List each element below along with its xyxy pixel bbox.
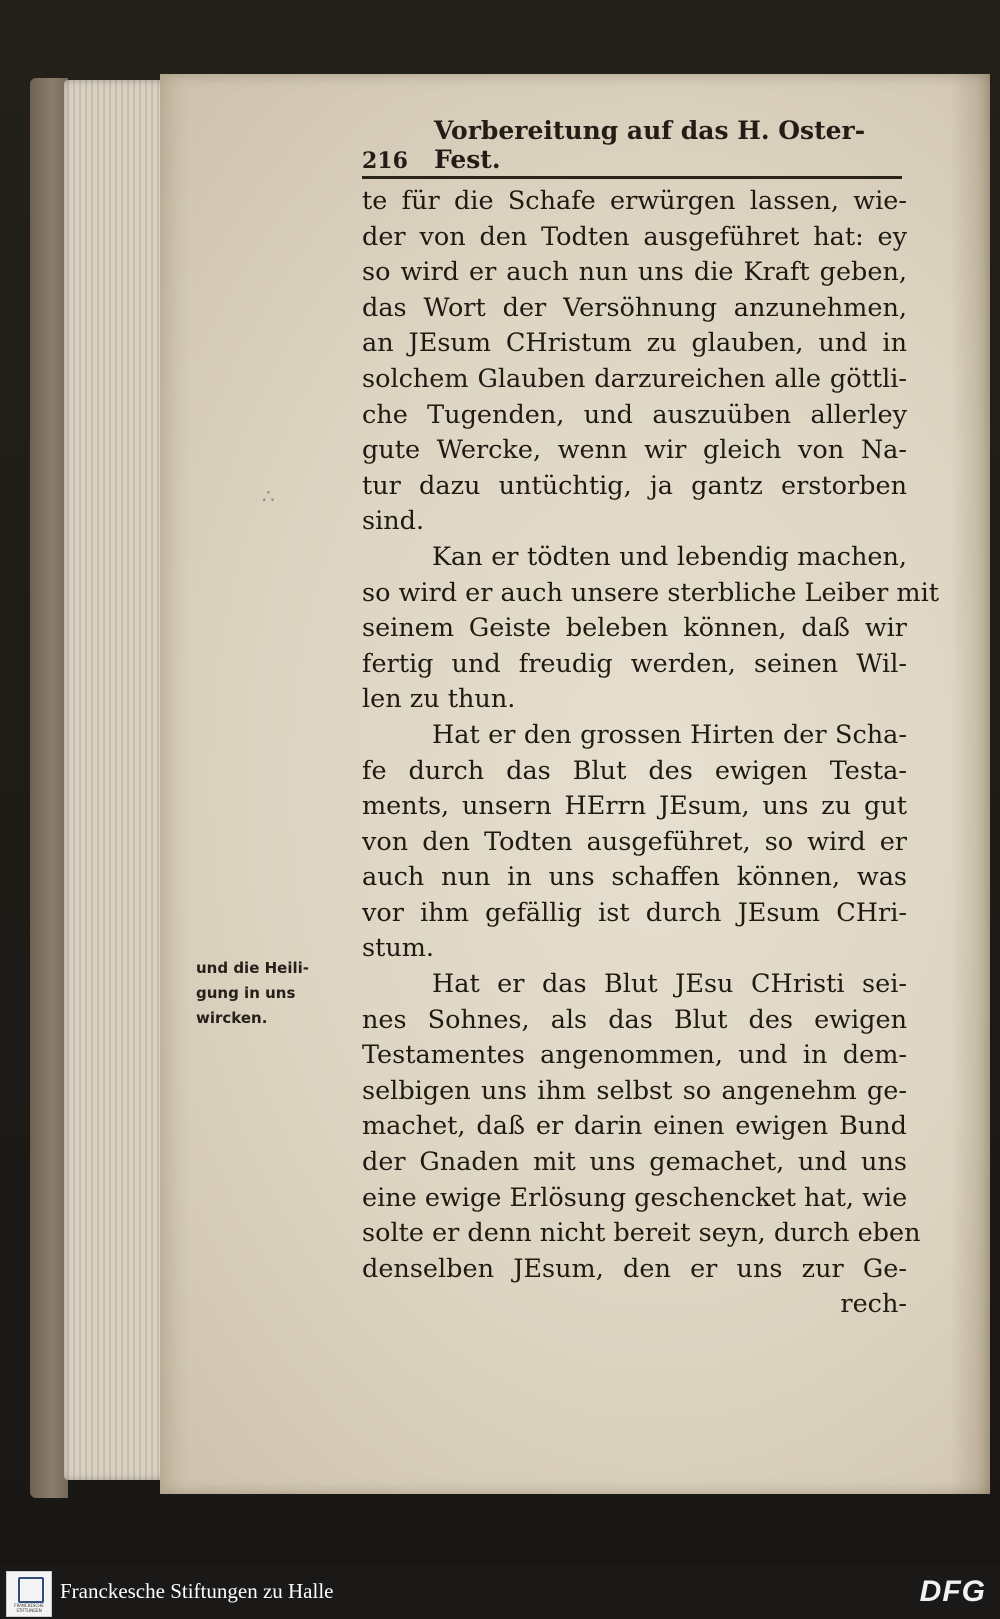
catchword: rech-: [840, 1289, 907, 1320]
body-text: [362, 184, 939, 1323]
text-line: denselben JEsum, den er uns zur Ge-: [362, 1253, 907, 1284]
spine-shadow: [950, 74, 990, 1494]
text-line: auch nun in uns schaffen können, was: [362, 862, 907, 893]
text-line: tur dazu untüchtig, ja gantz erstorben: [362, 470, 907, 501]
text-line: machet, daß er darin einen ewigen Bund: [362, 1111, 907, 1142]
text-line: nes Sohnes, als das Blut des ewigen: [362, 1004, 907, 1035]
marginal-note-line: wircken.: [196, 1009, 268, 1027]
show-through-mark: ∴: [262, 484, 275, 508]
marginal-note-line: und die Heili-: [196, 959, 309, 977]
text-line: so wird er auch nun uns die Kraft geben,: [362, 257, 907, 288]
text-line: an JEsum CHristum zu glauben, und in: [362, 328, 907, 359]
header-rule: [362, 176, 902, 179]
institution-name: Franckesche Stiftungen zu Halle: [60, 1579, 334, 1603]
logo-mark-icon: [18, 1577, 44, 1603]
text-line: der von den Todten ausgeführet hat: ey: [362, 221, 907, 252]
text-line: selbigen uns ihm selbst so angenehm ge-: [362, 1075, 907, 1106]
text-line: ments, unsern HErrn JEsum, uns zu gut: [362, 791, 907, 822]
book-cover-edge: [30, 78, 68, 1498]
text-line: das Wort der Versöhnung anzunehmen,: [362, 292, 907, 323]
text-line: von den Todten ausgeführet, so wird er: [362, 826, 907, 857]
marginal-note: [196, 956, 356, 1031]
text-line: so wird er auch unsere sterbliche Leiber mit: [362, 577, 939, 608]
text-line: Hat er den grossen Hirten der Scha-: [432, 719, 907, 750]
text-line: Testamentes angenommen, und in dem-: [362, 1040, 907, 1071]
page-header: [362, 116, 902, 174]
text-line: fertig und freudig werden, seinen Wil-: [362, 648, 907, 679]
running-title: Vorbereitung auf das H. Oster-Fest.: [433, 116, 866, 174]
text-line: Hat er das Blut JEsu CHristi sei-: [432, 969, 907, 1000]
text-line: che Tugenden, und auszuüben allerley: [362, 399, 907, 430]
viewer-footer: [0, 1565, 1000, 1619]
marginal-note-line: gung in uns: [196, 984, 296, 1002]
logo-caption: FRANCKESCHE STIFTUNGEN: [14, 1603, 44, 1613]
text-line: sind.: [362, 506, 425, 537]
text-line: stum.: [362, 933, 435, 964]
text-line: solchem Glauben darzureichen alle göttli-: [362, 363, 907, 394]
text-line: der Gnaden mit uns gemachet, und uns: [362, 1147, 907, 1178]
text-line: fe durch das Blut des ewigen Testa-: [362, 755, 907, 786]
text-line: te für die Schafe erwürgen lassen, wie-: [362, 186, 907, 216]
text-line: vor ihm gefällig ist durch JEsum CHri-: [362, 897, 907, 928]
institution-logo: [6, 1571, 52, 1617]
dfg-logo: DFG: [919, 1575, 986, 1608]
text-line: len zu thun.: [362, 684, 516, 715]
text-line: gute Wercke, wenn wir gleich von Na-: [362, 435, 907, 466]
page-number: 216: [362, 148, 408, 174]
text-line: solte er denn nicht bereit seyn, durch eben: [362, 1218, 921, 1249]
text-line: seinem Geiste beleben können, daß wir: [362, 613, 907, 644]
text-line: Kan er tödten und lebendig machen,: [432, 541, 907, 572]
text-line: eine ewige Erlösung geschencket hat, wie: [362, 1182, 908, 1213]
